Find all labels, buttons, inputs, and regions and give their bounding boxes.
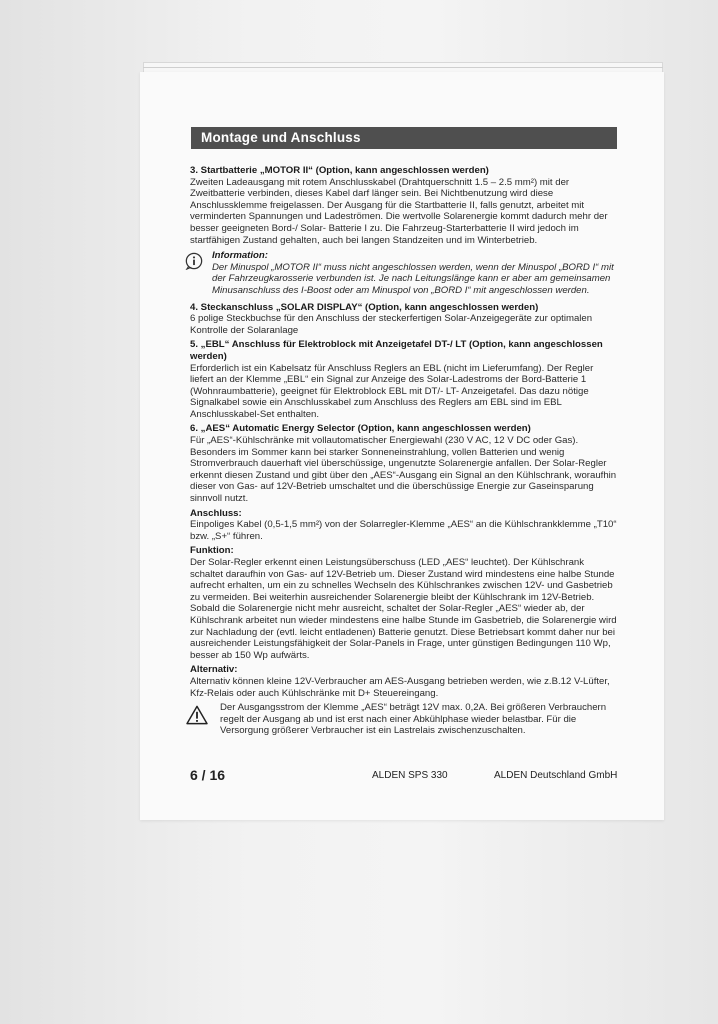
section-body: Der Solar-Regler erkennt einen Leistungsüberschuss (LED „AES“ leuchtet). Der Kühlschrank schaltet daraufhin von Gas- auf 12V-Betrieb um. Dieser Zustand wird mindestens eine halbe Stunde aufrecht erhalten, um ein zu schnelles Wechseln des Kühlschrankes zwischen 12V- und Gasbetrieb zu vermeiden. Bei weiterhin ausreichender Solarenergie bleibt der Kühlschrank im 12V-Betrieb. Sobald die Solarenergie nicht mehr ausreicht, schaltet der Solar-Regler „AES“ wieder ab, der Kühlschrank arbeitet nun wieder mindestens eine halbe Stunde im Gasbetrieb, die Solarenergie wird zur Nachladung der (evtl. leicht entladenen) Batterie genutzt. Diese Betriebsart kommt daher nur bei ausreichender Leistungsfähigkeit der Solar-Panels in Frage, unter günstigen Bedingungen 110 Wp, besser ab 150 Wp aufwärts.	[190, 557, 617, 661]
warning-note	[190, 702, 618, 737]
section-heading: 3. Startbatterie „MOTOR II“ (Option, kann angeschlossen werden)	[190, 165, 489, 176]
section-title-bar	[191, 127, 617, 149]
note-body: Der Minuspol „MOTOR II“ muss nicht angeschlossen werden, wenn der Minuspol „BORD I“ mit der Fahrzeugkarosserie verbunden ist. Je nach Leitungslänge kann er aber am gemeinsamen Minusanschluss des I-Boost oder am Minuspol von „BORD I“ mit angeschlossen werden.	[212, 261, 614, 296]
section-body: Für „AES“-Kühlschränke mit vollautomatischer Energiewahl (230 V AC, 12 V DC oder Gas). Besonders im Sommer kann bei starker Sonneneinstrahlung, vollen Batterien und wenig Stromverbrauch dauerhaft viel überschüssige, ungenutzte Solarenergie anfallen. Der Solar-Regler erkennt diesen Zustand und gibt über den „AES“-Ausgang ein Signal an den Kühlschrank, woraufhin dieser von Gas- auf 12V-Betrieb umschaltet und die überschüssige Energie zur Gaseinsparung sinnvoll nutzt.	[190, 435, 617, 505]
section-anschluss	[190, 508, 618, 543]
info-icon	[185, 252, 203, 270]
warning-icon	[186, 705, 208, 725]
footer-company: ALDEN Deutschland GmbH	[494, 770, 618, 781]
section-heading: Anschluss:	[190, 507, 242, 519]
section-heading: 4. Steckanschluss „SOLAR DISPLAY“ (Option, kann angeschlossen werden)	[190, 301, 539, 313]
section-alternativ	[190, 664, 618, 699]
section-heading: Alternativ:	[190, 664, 238, 676]
document-content	[190, 165, 618, 737]
section-startbatterie	[190, 165, 618, 246]
section-ebl	[190, 339, 618, 420]
section-solar-display	[190, 302, 618, 337]
section-heading: 6. „AES“ Automatic Energy Selector (Option, kann angeschlossen werden)	[190, 423, 531, 435]
footer-model: ALDEN SPS 330	[372, 770, 448, 781]
section-body: Erforderlich ist ein Kabelsatz für Anschluss Reglers an EBL (nicht im Lieferumfang). Der Regler liefert an der Klemme „EBL“ ein Signal zur Anzeige des Solar-Ladestroms der Bord-Batterie 1 (Wohnraumbatterie), geeignet für Elektroblock EBL mit DT/- LT- Anzeigetafel. Das dazu nötige Signalkabel sowie ein Anschlusskabel zum Anschluss des Reglers am EBL sind im EBL Anschlusskabel-Set enthalten.	[190, 362, 594, 420]
section-heading: 5. „EBL“ Anschluss für Elektroblock mit Anzeigetafel DT-/ LT (Option, kann angeschlossen werden)	[190, 339, 603, 362]
information-note	[190, 250, 618, 296]
page-edge-line	[143, 67, 663, 68]
section-heading: Funktion:	[190, 545, 234, 557]
section-body: Einpoliges Kabel (0,5-1,5 mm²) von der Solarregler-Klemme „AES“ an die Kühlschrankklemme „T10“ bzw. „S+“ führen.	[190, 519, 617, 542]
section-body: Alternativ können kleine 12V-Verbraucher am AES-Ausgang betrieben werden, wie z.B.12 V-Lüfter, Kfz-Relais oder auch Kühlschränke mit D+ Steuereingang.	[190, 675, 610, 699]
section-aes	[190, 423, 618, 504]
section-funktion	[190, 545, 618, 661]
warning-body: Der Ausgangsstrom der Klemme „AES“ beträgt 12V max. 0,2A. Bei größeren Verbrauchern regelt der Ausgang ab und ist erst nach einer Abkühlphase wieder belastbar. Für die Versorgung größerer Verbraucher ist ein Lastrelais zwischenzuschalten.	[220, 702, 607, 737]
note-heading: Information:	[212, 250, 268, 262]
page-number: 6 / 16	[190, 767, 226, 783]
section-body: Zweiten Ladeausgang mit rotem Anschlusskabel (Drahtquerschnitt 1.5 – 2.5 mm²) mit der Zweitbatterie verbinden, dieses Kabel darf länger sein. Bei Nichtbenutzung wird diese Anschlussklemme freigelassen. Der Ausgang für die Startbatterie II, falls genutzt, arbeitet mit verminderten Spannungen und Ladeströmen. Die wertvolle Solarenergie kommt dadurch mehr der besser geeigneten Bord-/ Solar- Batterie I zu. Die Fahrzeug-Starterbatterie II wird jedoch im startfähigen Zustand gehalten, auch bei langen Standzeiten und im Winterbetrieb.	[190, 176, 608, 246]
page-title: Montage und Anschluss	[201, 130, 361, 145]
section-body: 6 polige Steckbuchse für den Anschluss der steckerfertigen Solar-Anzeigegeräte zur optimalen Kontrolle der Solaranlage	[190, 313, 593, 336]
